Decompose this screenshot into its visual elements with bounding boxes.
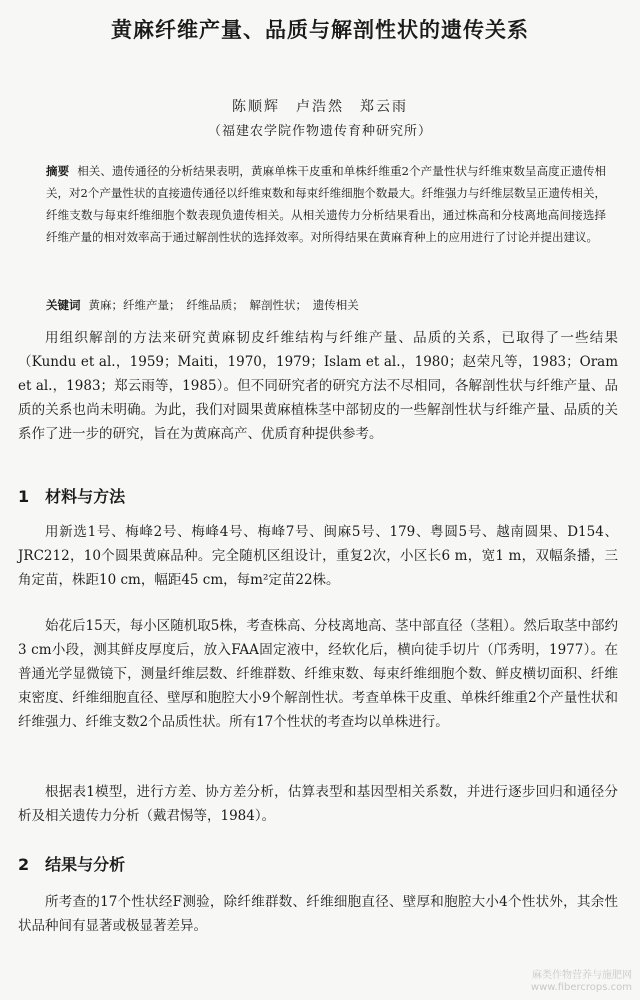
results-paragraph-1: 所考查的17个性状经F测验，除纤维群数、纤维细胞直径、壁厚和胞腔大小4个性状外，其余性状品种间有显著或极显著差异。: [18, 894, 618, 934]
keywords-label: 关键词: [46, 298, 81, 312]
site-watermark: [531, 970, 632, 994]
abstract-label: 摘要: [46, 164, 70, 178]
materials-paragraph-2: 始花后15天，每小区随机取5株，考查株高、分枝离地高、茎中部直径（茎粗）。然后取茎中部约3 cm小段，测其鲜皮厚度后，放入FAA固定液中，经软化后，横向徒手切片（邝秀明，1977）。在普通光学显微镜下，测量纤维层数、纤维群数、纤维束数、每束纤维细胞个数、鲜皮横切面积、纤维束密度、纤维细胞直径、壁厚和胞腔大小9个解剖性状。考查单株干皮重、单株纤维重2个产量性状和纤维强力、纤维支数2个品质性状。所有17个性状的考查均以单株进行。: [18, 618, 618, 730]
keywords-block: [46, 295, 606, 315]
materials-paragraph-3: 根据表1模型，进行方差、协方差分析，估算表型和基因型相关系数，并进行逐步回归和通径分析及相关遗传力分析（戴君惕等，1984）。: [18, 784, 618, 824]
section-heading-results: 2 结果与分析: [18, 855, 126, 874]
watermark-line-1: 麻类作物营养与施肥网: [532, 970, 632, 981]
abstract-text: 相关、遗传通径的分析结果表明，黄麻单株干皮重和单株纤维重2个产量性状与纤维束数呈高度正遗传相关，对2个产量性状的直接遗传通径以纤维束数和每束纤维细胞个数最大。纤维强力与纤维层数呈正遗传相关，纤维支数与每束纤维细胞个数表现负遗传相关。从相关遗传力分析结果看出，通过株高和分枝离地高间接选择纤维产量的相对效率高于通过解剖性状的选择效率。对所得结果在黄麻育种上的应用进行了讨论并提出建议。: [46, 164, 607, 244]
materials-paragraph-1: 用新选1号、梅峰2号、梅峰4号、梅峰7号、闽麻5号、179、粤圆5号、越南圆果、D154、JRC212，10个圆果黄麻品种。完全随机区组设计，重复2次，小区长6 m，宽1 m，双幅条播，三角定苗，株距10 cm，幅距45 cm，每m²定苗22株。: [18, 524, 618, 588]
paper-title: 黄麻纤维产量、品质与解剖性状的遗传关系: [111, 18, 529, 42]
keywords-text: 黄麻；纤维产量； 纤维品质； 解剖性状； 遗传相关: [88, 298, 359, 312]
paper-affiliation: （福建农学院作物遗传育种研究所）: [207, 124, 432, 139]
section-heading-materials: 1 材料与方法: [18, 487, 126, 506]
paper-authors: 陈顺辉 卢浩然 郑云雨: [232, 99, 408, 115]
abstract-block: [46, 160, 606, 248]
intro-paragraph: 用组织解剖的方法来研究黄麻韧皮纤维结构与纤维产量、品质的关系，已取得了一些结果（Kundu et al.，1959；Maiti，1970，1979；Islam et al.，1980；赵荣凡等，1983；Oram et al.，1983；郑云雨等，1985）。但不同研究者的研究方法不尽相同，各解剖性状与纤维产量、品质的关系也尚未明确。为此，我们对圆果黄麻植株茎中部韧皮的一些解剖性状与纤维产量、品质的关系作了进一步的研究，旨在为黄麻高产、优质育种提供参考。: [18, 330, 618, 442]
watermark-line-2: www.fibercrops.com: [530, 982, 632, 993]
